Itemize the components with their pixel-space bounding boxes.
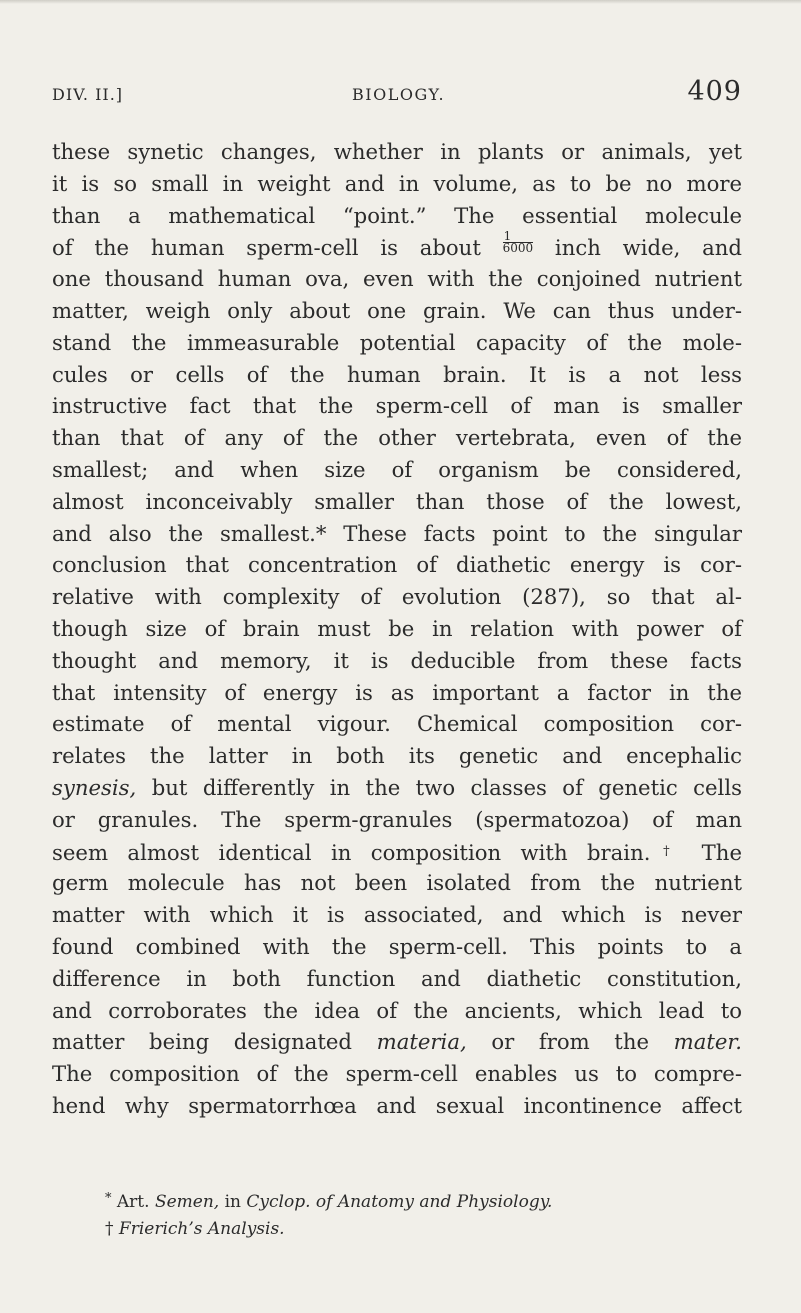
page-number: 409 <box>687 76 742 107</box>
text-line: and also the smallest.* These facts point to the singular <box>52 520 742 546</box>
text-line: estimate of mental vigour. Chemical composition cor- <box>52 711 742 737</box>
footnote-reference[interactable]: † <box>650 843 683 859</box>
fraction-denominator: 6000 <box>502 241 534 256</box>
text-line: found combined with the sperm-cell. This points to a <box>52 933 742 959</box>
text-line: matter with which it is associated, and which is never <box>52 902 742 928</box>
text-line: relative with complexity of evolution (287), so that al- <box>52 584 742 610</box>
text-line <box>52 772 742 804</box>
footnote-marker: * <box>105 1191 112 1206</box>
text-line: though size of brain must be in relation with power of <box>52 615 742 641</box>
footnotes <box>105 1185 745 1243</box>
text-line: stand the immeasurable potential capacity of the mole- <box>52 329 742 355</box>
text-line: than that of any of the other vertebrata, even of the <box>52 425 742 451</box>
running-header <box>52 76 742 122</box>
text-line: one thousand human ova, even with the conjoined nutrient <box>52 266 742 292</box>
text-segment: but differently in the two classes of genetic cells <box>151 774 742 800</box>
text-line: that intensity of energy is as important a factor in the <box>52 679 742 705</box>
text-line: smallest; and when size of organism be considered, <box>52 456 742 482</box>
italic-word: materia, <box>376 1029 467 1055</box>
text-line <box>52 231 742 263</box>
text-line: The composition of the sperm-cell enables us to compre- <box>52 1061 742 1087</box>
text-segment: in <box>224 1192 241 1212</box>
text-line: it is so small in weight and in volume, as to be no more <box>52 170 742 196</box>
text-line <box>52 836 742 868</box>
citation-title: Frierich’s Analysis. <box>118 1219 285 1239</box>
text-line: difference in both function and diathetic constitution, <box>52 965 742 991</box>
text-line: and corroborates the idea of the ancients, which lead to <box>52 997 742 1023</box>
fraction <box>503 231 534 254</box>
footnote-2 <box>105 1216 745 1243</box>
text-line: than a mathematical “point.” The essential molecule <box>52 202 742 228</box>
text-line: thought and memory, it is deducible from these facts <box>52 647 742 673</box>
text-segment: inch wide, and <box>554 235 742 261</box>
text-line: instructive fact that the sperm-cell of man is smaller <box>52 393 742 419</box>
text-line: relates the latter in both its genetic and encephalic <box>52 743 742 769</box>
footnote-1 <box>105 1185 745 1216</box>
text-segment: of the human sperm-cell is about <box>52 235 481 261</box>
text-line: matter, weigh only about one grain. We can thus under- <box>52 297 742 323</box>
fraction-numerator: 1 <box>503 231 534 243</box>
page-edge <box>0 0 801 4</box>
italic-word: mater. <box>673 1029 742 1055</box>
text-segment: matter being designated <box>52 1029 352 1055</box>
footnote-marker: † <box>105 1219 114 1239</box>
italic-word: Semen, <box>154 1192 220 1212</box>
body-paragraph <box>52 136 742 1122</box>
text-line: almost inconceivably smaller than those of the lowest, <box>52 488 742 514</box>
text-segment: The <box>701 839 742 865</box>
text-segment: or from the <box>491 1029 650 1055</box>
text-segment: Art. <box>116 1192 150 1212</box>
text-line: cules or cells of the human brain. It is a not less <box>52 361 742 387</box>
text-line: hend why spermatorrhœa and sexual incontinence affect <box>52 1092 742 1118</box>
text-line: or granules. The sperm-granules (spermatozoa) of man <box>52 806 742 832</box>
citation-title: Cyclop. of Anatomy and Physiology. <box>246 1192 553 1212</box>
text-segment: seem almost identical in composition with brain. <box>52 839 651 865</box>
italic-word: synesis, <box>52 774 137 800</box>
division-label: DIV. II.] <box>52 85 124 104</box>
running-title: BIOLOGY. <box>352 85 446 104</box>
text-line: conclusion that concentration of diathetic energy is cor- <box>52 552 742 578</box>
text-line <box>52 1026 742 1058</box>
text-line: germ molecule has not been isolated from the nutrient <box>52 870 742 896</box>
text-line: these synetic changes, whether in plants or animals, yet <box>52 139 742 164</box>
